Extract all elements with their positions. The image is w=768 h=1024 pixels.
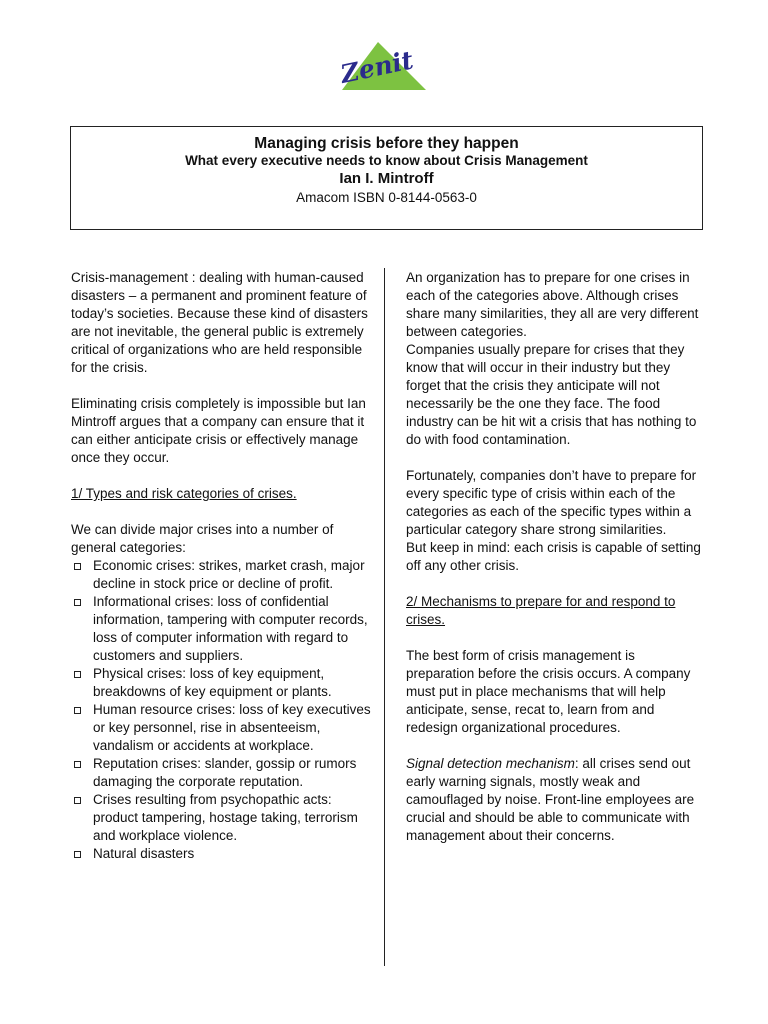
signal-detection-paragraph <box>406 755 702 845</box>
publisher-isbn: Amacom ISBN 0-8144-0563-0 <box>296 190 477 205</box>
list-item <box>71 701 371 755</box>
keep-in-mind-paragraph: But keep in mind: each crisis is capable of setting off any other crisis. <box>406 540 701 573</box>
square-bullet-icon <box>74 563 81 570</box>
zenit-logo <box>336 40 432 94</box>
list-item-text: Crises resulting from psychopathic acts: product tampering, hostage taking, terrorism and workplace violence. <box>93 792 358 843</box>
list-item-text: Physical crises: loss of key equipment, breakdowns of key equipment or plants. <box>93 666 332 699</box>
mintroff-paragraph: Eliminating crisis completely is impossible but Ian Mintroff argues that a company can ensure that it can either anticipate crisis or effectively manage once they occur. <box>71 396 366 465</box>
list-item-text: Reputation crises: slander, gossip or rumors damaging the corporate reputation. <box>93 756 357 789</box>
signal-detection-term: Signal detection mechanism <box>406 756 575 771</box>
prepare-paragraph: An organization has to prepare for one crises in each of the categories above. Although crises share many similarities, they all are very different between categories. <box>406 270 699 339</box>
list-item <box>71 557 371 593</box>
list-item <box>71 755 371 791</box>
right-column <box>406 269 702 845</box>
best-form-paragraph: The best form of crisis management is preparation before the crisis occurs. A company must put in place mechanisms that will help anticipate, sense, recat to, learn from and redesign organizational procedures. <box>406 648 691 735</box>
list-item <box>71 593 371 665</box>
categories-intro: We can divide major crises into a number of general categories: <box>71 522 334 555</box>
crisis-category-list <box>71 557 371 863</box>
list-item-text: Economic crises: strikes, market crash, major decline in stock price or decline of profit. <box>93 558 365 591</box>
fortunately-paragraph: Fortunately, companies don’t have to prepare for every specific type of crisis within each of the categories as each of the specific types within a particular category share strong similarities. <box>406 468 697 537</box>
square-bullet-icon <box>74 797 81 804</box>
list-item <box>71 665 371 701</box>
signal-detection-text: : all crises send out early warning signals, mostly weak and camouflaged by noise. Front-line employees are crucial and should be able to communicate with management about their concerns. <box>406 756 695 843</box>
intro-paragraph: Crisis-management : dealing with human-caused disasters – a permanent and prominent feature of today’s societies. Because these kind of disasters are not inevitable, the general public is extremely critical of organizations who are held responsible for the crisis. <box>71 270 368 375</box>
list-item <box>71 791 371 845</box>
list-item <box>71 845 371 863</box>
document-title: Managing crisis before they happen <box>254 135 519 152</box>
author-name: Ian I. Mintroff <box>339 170 434 187</box>
zenit-logo-graphic <box>336 40 432 94</box>
square-bullet-icon <box>74 761 81 768</box>
column-divider <box>384 268 385 966</box>
section-heading-types: 1/ Types and risk categories of crises. <box>71 486 297 501</box>
logo-text: Zenit <box>338 45 416 89</box>
list-item-text: Informational crises: loss of confidential information, tampering with computer records, loss of computer information with regard to customers and suppliers. <box>93 594 368 663</box>
list-item-text: Natural disasters <box>93 846 195 861</box>
square-bullet-icon <box>74 707 81 714</box>
document-subtitle: What every executive needs to know about Crisis Management <box>185 153 588 168</box>
square-bullet-icon <box>74 851 81 858</box>
list-item-text: Human resource crises: loss of key executives or key personnel, rise in absenteeism, vandalism or accidents at workplace. <box>93 702 371 753</box>
square-bullet-icon <box>74 671 81 678</box>
title-box <box>70 126 703 230</box>
square-bullet-icon <box>74 599 81 606</box>
section-heading-mechanisms: 2/ Mechanisms to prepare for and respond to crises. <box>406 594 676 627</box>
companies-paragraph: Companies usually prepare for crises that they know that will occur in their industry but they forget that the crisis they anticipate will not necessarily be the one they face. The food industry can be hit wit a crisis that has nothing to do with food contamination. <box>406 342 697 447</box>
left-column <box>71 269 371 863</box>
